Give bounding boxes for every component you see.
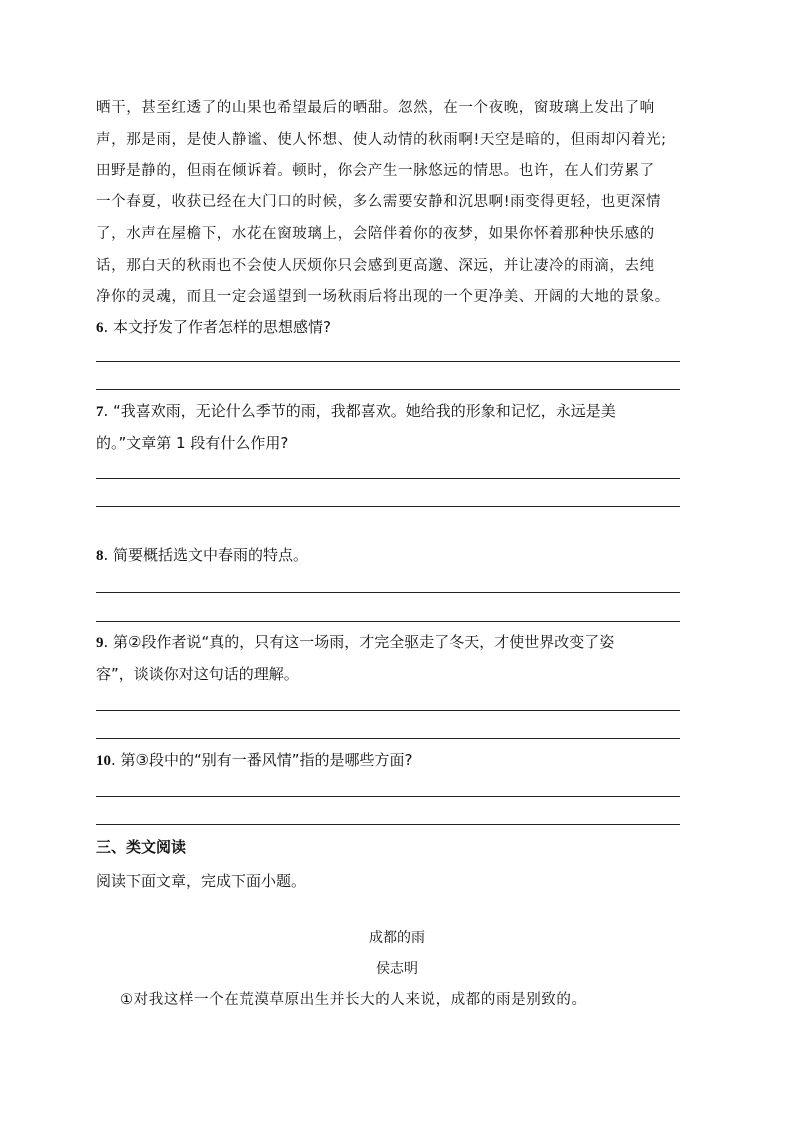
section-title: 三、类文阅读 <box>96 838 187 856</box>
question-text: . 本文抒发了作者怎样的思想感情? <box>103 318 331 336</box>
passage-line: 净你的灵魂，而且一定会遥望到一场秋雨后将出现的一个更净美、开阔的大地的景象。 <box>96 289 670 305</box>
question-number: 10 <box>96 753 111 769</box>
question-text: . 第③段中的“别有一番风情”指的是哪些方面? <box>111 751 413 769</box>
question-text: . 第②段作者说“真的，只有这一场雨，才完全驱走了冬天，才使世界改变了姿 <box>103 633 615 651</box>
passage-line: 话，那白天的秋雨也不会使人厌烦你只会感到更高邈、深远，并让凄冷的雨滴，去纯 <box>96 258 655 274</box>
passage-line: 声，那是雨，是使人静谧、使人怀想、使人动情的秋雨啊!天空是暗的，但雨却闪着光; <box>96 132 667 148</box>
passage-line: 晒干，甚至红透了的山果也希望最后的晒甜。忽然，在一个夜晚，窗玻璃上发出了响 <box>96 100 655 116</box>
question-9-continued: 容”，谈谈你对这句话的理解。 <box>96 665 299 683</box>
article-author: 侯志明 <box>376 961 418 977</box>
answer-line[interactable] <box>96 506 680 507</box>
question-number: 9 <box>96 635 104 651</box>
question-9 <box>96 632 696 653</box>
article-paragraph: ①对我这样一个在荒漠草原出生并长大的人来说，成都的雨是别致的。 <box>120 992 587 1008</box>
answer-line[interactable] <box>96 824 680 825</box>
answer-line[interactable] <box>96 478 680 479</box>
question-7-continued: 的。”文章第 1 段有什么作用? <box>96 434 289 452</box>
question-6 <box>96 317 696 338</box>
question-10 <box>96 750 696 771</box>
question-number: 8 <box>96 548 104 564</box>
question-number: 7 <box>96 404 104 420</box>
passage-line: 田野是静的，但雨在倾诉着。顿时，你会产生一脉悠远的情思。也许，在人们劳累了 <box>96 163 655 179</box>
question-text: . “我喜欢雨，无论什么季节的雨，我都喜欢。她给我的形象和记忆，永远是美 <box>103 402 616 420</box>
passage-line: 了，水声在屋檐下，水花在窗玻璃上，会陪伴着你的夜梦，如果你怀着那种快乐感的 <box>96 226 655 242</box>
section-instruction: 阅读下面文章，完成下面小题。 <box>96 872 307 890</box>
answer-line[interactable] <box>96 796 680 797</box>
question-7 <box>96 401 696 422</box>
question-text: . 简要概括选文中春雨的特点。 <box>103 546 309 564</box>
article-title: 成都的雨 <box>369 930 425 946</box>
answer-line[interactable] <box>96 710 680 711</box>
answer-line[interactable] <box>96 389 680 390</box>
question-number: 6 <box>96 320 104 336</box>
answer-line[interactable] <box>96 621 680 622</box>
answer-line[interactable] <box>96 738 680 739</box>
answer-line[interactable] <box>96 361 680 362</box>
question-8 <box>96 545 696 566</box>
answer-line[interactable] <box>96 592 680 593</box>
passage-line: 一个春夏，收获已经在大门口的时候，多么需要安静和沉思啊!雨变得更轻，也更深情 <box>96 194 662 210</box>
